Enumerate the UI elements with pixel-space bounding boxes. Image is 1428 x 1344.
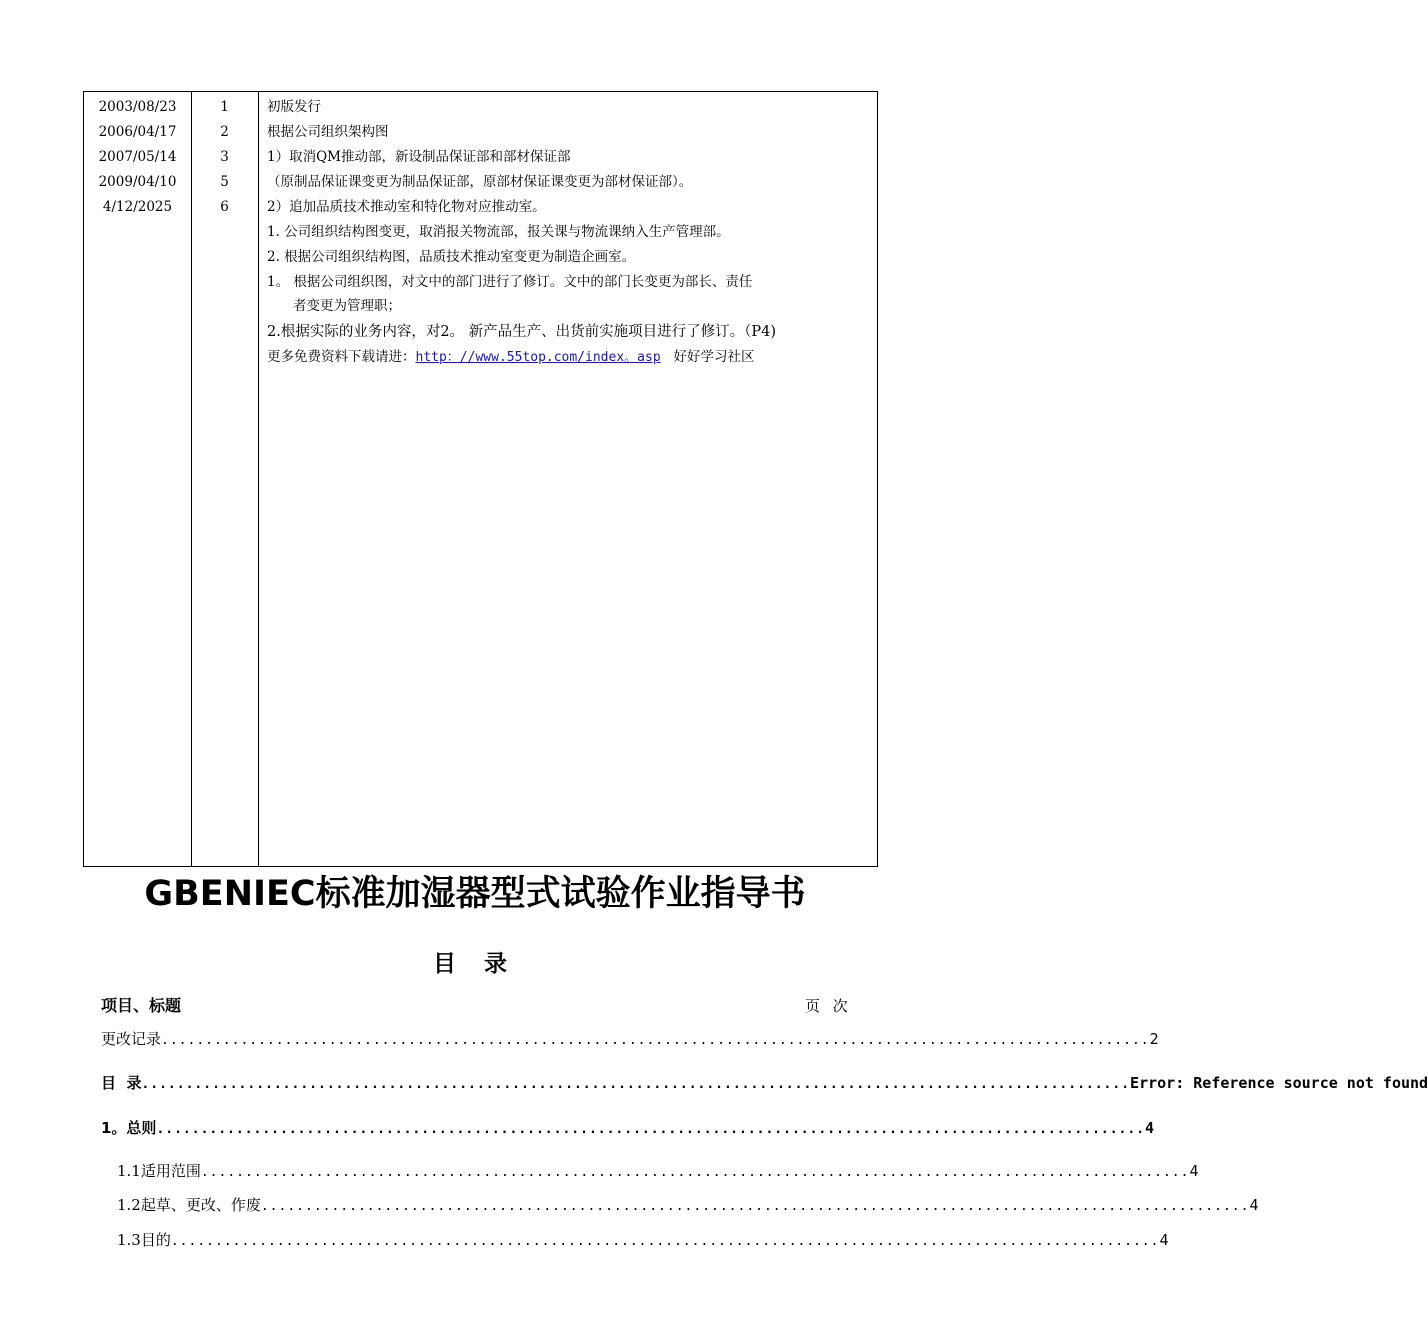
revision-date: 2009/04/10 xyxy=(98,174,177,190)
revision-date: 2007/05/14 xyxy=(98,149,177,165)
revision-numbers-column xyxy=(191,95,258,220)
revision-date: 4/12/2025 xyxy=(102,199,173,215)
revision-description-line: 1. 公司组织结构图变更，取消报关物流部，报关课与物流课纳入生产管理部。 xyxy=(267,224,730,240)
revision-description-text: 1。 根据公司组织图，对文中的部门进行了修订。文中的部门长变更为部长、责任 xyxy=(267,274,753,290)
revision-description-line: （原制品保证课变更为制品保证部，原部材保证课变更为部材保证部）。 xyxy=(267,174,693,190)
revision-history-table xyxy=(83,91,878,867)
toc-entry-label: 目 录 xyxy=(101,1074,142,1092)
revision-description-line: 初版发行 xyxy=(267,99,321,115)
toc-leader-dots: ................................................................................................................ xyxy=(156,1122,1146,1137)
revision-description-line: 2）追加品质技术推动室和特化物对应推动室。 xyxy=(267,199,546,215)
column-divider xyxy=(258,92,259,866)
revision-number: 1 xyxy=(220,99,229,115)
revision-date: 2006/04/17 xyxy=(98,124,177,140)
toc-entry[interactable] xyxy=(101,1028,1159,1052)
toc-leader-dots: ................................................................................................................ xyxy=(260,1199,1250,1214)
toc-entry-label: 1.1适用范围 xyxy=(117,1162,201,1180)
toc-entry-label: 1.2起草、更改、作废 xyxy=(117,1196,261,1214)
revision-number: 5 xyxy=(220,174,229,190)
revision-description-continuation: 者变更为管理职； xyxy=(293,298,401,314)
toc-heading: 目 录 xyxy=(432,951,517,977)
revision-number: 3 xyxy=(220,149,229,165)
toc-entry-label: 1。总则 xyxy=(101,1119,157,1137)
revision-dates-column xyxy=(84,95,191,220)
toc-entry[interactable] xyxy=(117,1194,1259,1218)
download-link[interactable]: http：//www.55top.com/index。asp xyxy=(415,350,661,365)
toc-leader-dots: ................................................................................................................ xyxy=(200,1165,1190,1180)
toc-entry-label: 更改记录 xyxy=(101,1030,162,1048)
toc-entry[interactable] xyxy=(117,1229,1169,1253)
toc-entry-page: 4 xyxy=(1189,1162,1199,1180)
revision-number: 2 xyxy=(220,124,229,140)
document-title: GBENIEC标准加湿器型式试验作业指导书 xyxy=(144,874,806,914)
toc-leader-dots: ................................................................................................................ xyxy=(141,1077,1131,1092)
revision-description-line: 2. 根据公司组织结构图，品质技术推动室变更为制造企画室。 xyxy=(267,249,636,265)
toc-entry-page: Error: Reference source not found xyxy=(1130,1074,1428,1092)
toc-entry-page: 4 xyxy=(1249,1196,1259,1214)
toc-entry[interactable] xyxy=(101,1117,1155,1141)
revision-description-column xyxy=(267,95,872,370)
toc-entry[interactable] xyxy=(117,1160,1199,1184)
toc-entry-page: 2 xyxy=(1149,1030,1159,1048)
toc-column-header-title: 项目、标题 xyxy=(101,996,182,1015)
toc-column-header-page: 页 次 xyxy=(805,997,852,1015)
revision-description-line: 1）取消QM推动部，新设制品保证部和部材保证部 xyxy=(267,149,571,165)
toc-entry-page: 4 xyxy=(1159,1231,1169,1249)
toc-entry-label: 1.3目的 xyxy=(117,1231,171,1249)
toc-entry-page: 4 xyxy=(1145,1119,1155,1137)
revision-description-line: 2.根据实际的业务内容，对2。 新产品生产、出货前实施项目进行了修订。（P4) xyxy=(267,324,777,340)
download-line xyxy=(267,345,872,370)
toc-leader-dots: ................................................................................................................ xyxy=(161,1033,1150,1048)
revision-description-line: 根据公司组织架构图 xyxy=(267,124,389,140)
toc-leader-dots: ................................................................................................................ xyxy=(170,1234,1160,1249)
revision-number: 6 xyxy=(220,199,229,215)
toc-entry[interactable] xyxy=(101,1072,1428,1096)
download-suffix: 好好学习社区 xyxy=(673,349,755,365)
revision-description-line xyxy=(267,270,872,318)
revision-date: 2003/08/23 xyxy=(98,99,177,115)
download-prefix: 更多免费资料下载请进： xyxy=(267,349,416,365)
